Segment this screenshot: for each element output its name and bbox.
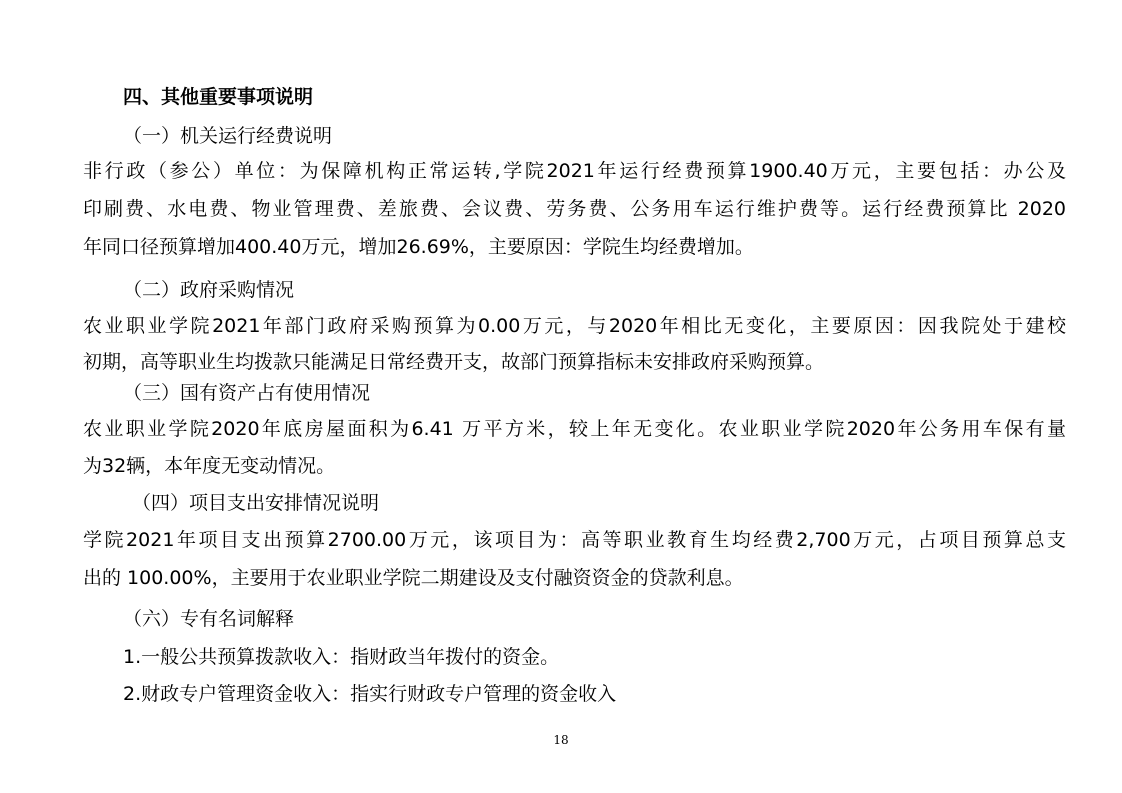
section2-line-1: 农业职业学院2021年部门政府采购预算为0.00万元，与2020年相比无变化，主要原因：因我院处于建校 [83,315,1066,337]
main-heading: 四、其他重要事项说明 [123,86,314,108]
section1-line-1: 非行政（参公）单位：为保障机构正常运转,学院2021年运行经费预算1900.40万元，主要包括：办公及 [83,160,1066,182]
section1-line-3: 年同口径预算增加400.40万元，增加26.69%，主要原因：学院生均经费增加。 [83,236,754,258]
section6-item-1: 1.一般公共预算拨款收入：指财政当年拨付的资金。 [123,646,560,668]
section4-line-2: 出的 100.00%，主要用于农业职业学院二期建设及支付融资资金的贷款利息。 [83,567,744,589]
section3-line-1: 农业职业学院2020年底房屋面积为6.41 万平方米，较上年无变化。农业职业学院2020年公务用车保有量 [83,418,1066,440]
section4-line-1: 学院2021年项目支出预算2700.00万元，该项目为：高等职业教育生均经费2,700万元，占项目预算总支 [83,529,1066,551]
section2-line-2: 初期，高等职业生均拨款只能满足日常经费开支，故部门预算指标未安排政府采购预算。 [83,351,825,373]
section3-heading: （三）国有资产占有使用情况 [123,382,371,404]
section1-heading: （一）机关运行经费说明 [123,125,333,147]
section6-item-2: 2.财政专户管理资金收入：指实行财政专户管理的资金收入 [123,683,617,705]
section4-heading: （四）项目支出安排情况说明 [132,492,380,514]
page-number: 18 [553,733,569,747]
section2-heading: （二）政府采购情况 [123,279,295,301]
section3-line-2: 为32辆，本年度无变动情况。 [83,455,336,477]
section1-line-2: 印刷费、水电费、物业管理费、差旅费、会议费、劳务费、公务用车运行维护费等。运行经费预算比 2020 [83,198,1066,220]
section6-heading: （六）专有名词解释 [123,608,295,630]
